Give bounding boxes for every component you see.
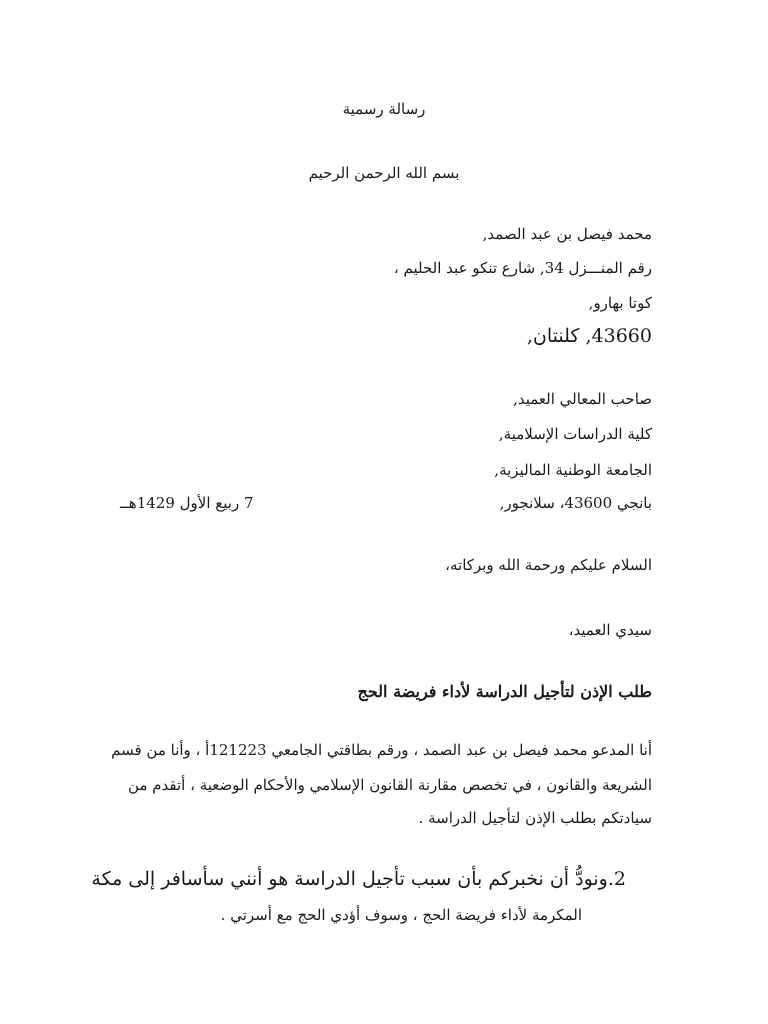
subject-line: طلب الإذن لتأجيل الدراسة لأداء فريضة الحج <box>357 682 652 701</box>
recipient-title: صاحب المعالي العميد, <box>513 390 652 408</box>
letter-title: رسالة رسمية <box>342 100 426 118</box>
sender-address-line2: كوتا بهارو, <box>588 294 652 312</box>
paragraph1-line2: الشريعة والقانون ، في تخصص مقارنة القانون الإسلامي والأحكام الوضعية ، أتقدم من <box>128 776 652 794</box>
sender-name: محمد فيصل بن عبد الصمد, <box>482 225 652 243</box>
sender-address-line1: رقم المنـــزل 34, شارع تنكو عبد الحليم ، <box>393 259 652 277</box>
recipient-university: الجامعة الوطنية الماليزية, <box>494 461 652 479</box>
paragraph2-line1: 2.ونودُّ أن نخبركم بأن سبب تأجيل الدراسة هو أنني سأسافر إلى مكة <box>91 868 626 890</box>
greeting: السلام عليكم ورحمة الله وبركاته، <box>445 556 652 574</box>
paragraph1-line1: أنا المدعو محمد فيصل بن عبد الصمد ، ورقم بطاقتي الجامعي 121223أ ، وأنا من قسم <box>111 741 652 759</box>
recipient-faculty: كلية الدراسات الإسلامية, <box>498 425 652 443</box>
basmala: بسم الله الرحمن الرحيم <box>308 164 460 182</box>
letter-date: 7 ربيع الأول 1429هــ <box>120 494 254 512</box>
sender-address-line3: 43660, كلنتان, <box>526 325 652 347</box>
paragraph1-line3: سيادتكم بطلب الإذن لتأجيل الدراسة . <box>418 809 652 827</box>
salutation: سيدي العميد، <box>568 621 652 639</box>
paragraph2-line2: المكرمة لأداء فريضة الحج ، وسوف أؤدي الحج مع أسرتي . <box>220 906 582 924</box>
recipient-city: بانجي 43600، سلانجور, <box>499 494 652 512</box>
